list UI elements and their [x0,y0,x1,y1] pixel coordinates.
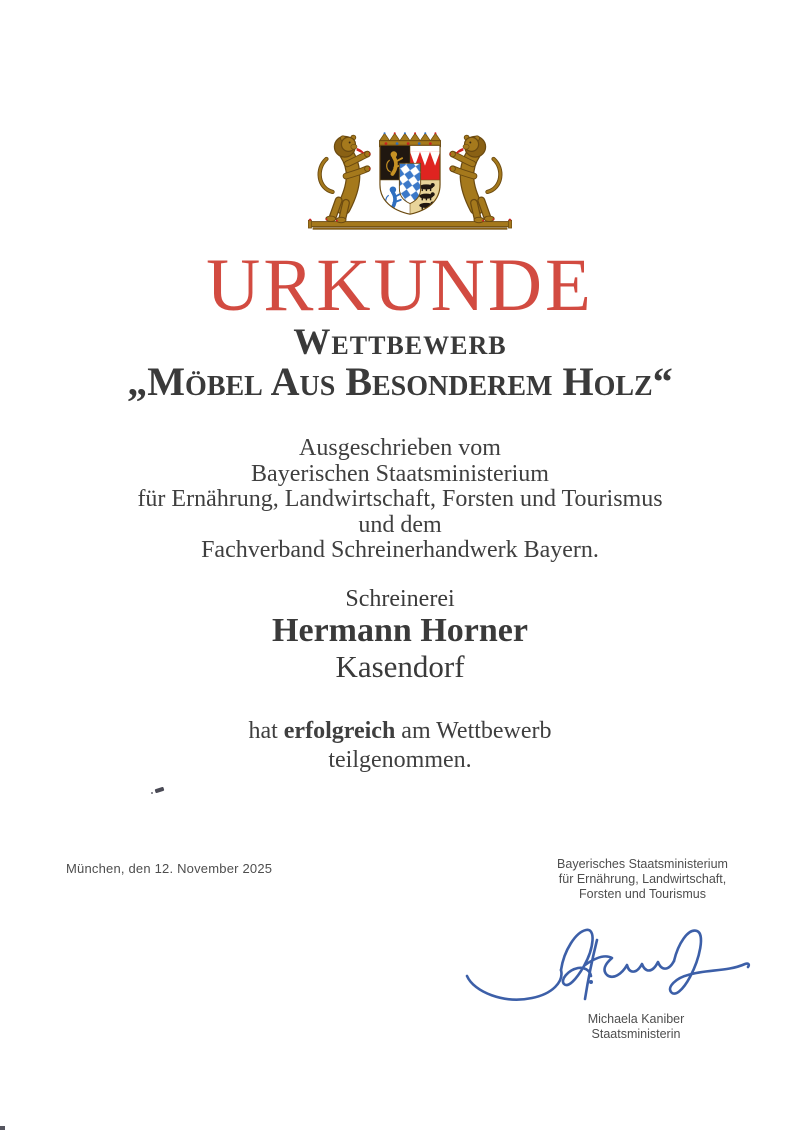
signer-title: Staatsministerin [591,1027,681,1041]
bavarian-lozenges-escutcheon [399,163,420,203]
swabia-lions-icon [419,183,434,210]
recipient-name: Hermann Horner [272,612,528,649]
statement-bold-word: erfolgreich [283,718,396,744]
signer-name: Michaela Kaniber [587,1012,685,1026]
issuer-line: Ausgeschrieben vom [299,435,501,461]
bavarian-coat-of-arms-icon [308,106,512,241]
place-date: München, den 12. November 2025 [66,861,273,876]
lion-right-icon [449,135,500,223]
scan-speck [151,786,165,794]
statement-line-1: hat erfolgreich am Wettbewerb [248,718,552,744]
issuer-block [0,436,800,564]
competition-name: „Möbel Aus Besonderem Holz“ [127,359,673,404]
ministry-line: für Ernährung, Landwirtschaft, [558,872,727,886]
franconian-rake-icon [410,145,440,165]
shield [380,145,440,214]
signature-icon [463,920,755,1015]
ministry-line: Forsten und Tourismus [579,887,706,901]
signer-block [536,1012,736,1042]
statement-line-2: teilgenommen. [328,747,472,773]
ministry-block [540,857,745,902]
issuer-line: und dem [358,511,442,538]
certificate-title: URKUNDE [206,244,594,327]
crown-icon [379,132,440,146]
issuer-line: für Ernährung, Landwirtschaft, Forsten und Tourismus [137,486,663,512]
lion-left-icon [320,135,371,223]
competition-label: Wettbewerb [293,322,507,363]
scan-edge-artifact [0,1126,5,1130]
recipient-company: Schreinerei [345,586,455,612]
ministry-line: Bayerisches Staatsministerium [557,857,728,871]
issuer-line: Fachverband Schreinerhandwerk Bayern. [201,537,599,563]
issuer-line: Bayerischen Staatsministerium [251,460,549,487]
recipient-block [0,586,800,684]
participation-statement [0,717,800,775]
recipient-city: Kasendorf [335,649,465,684]
